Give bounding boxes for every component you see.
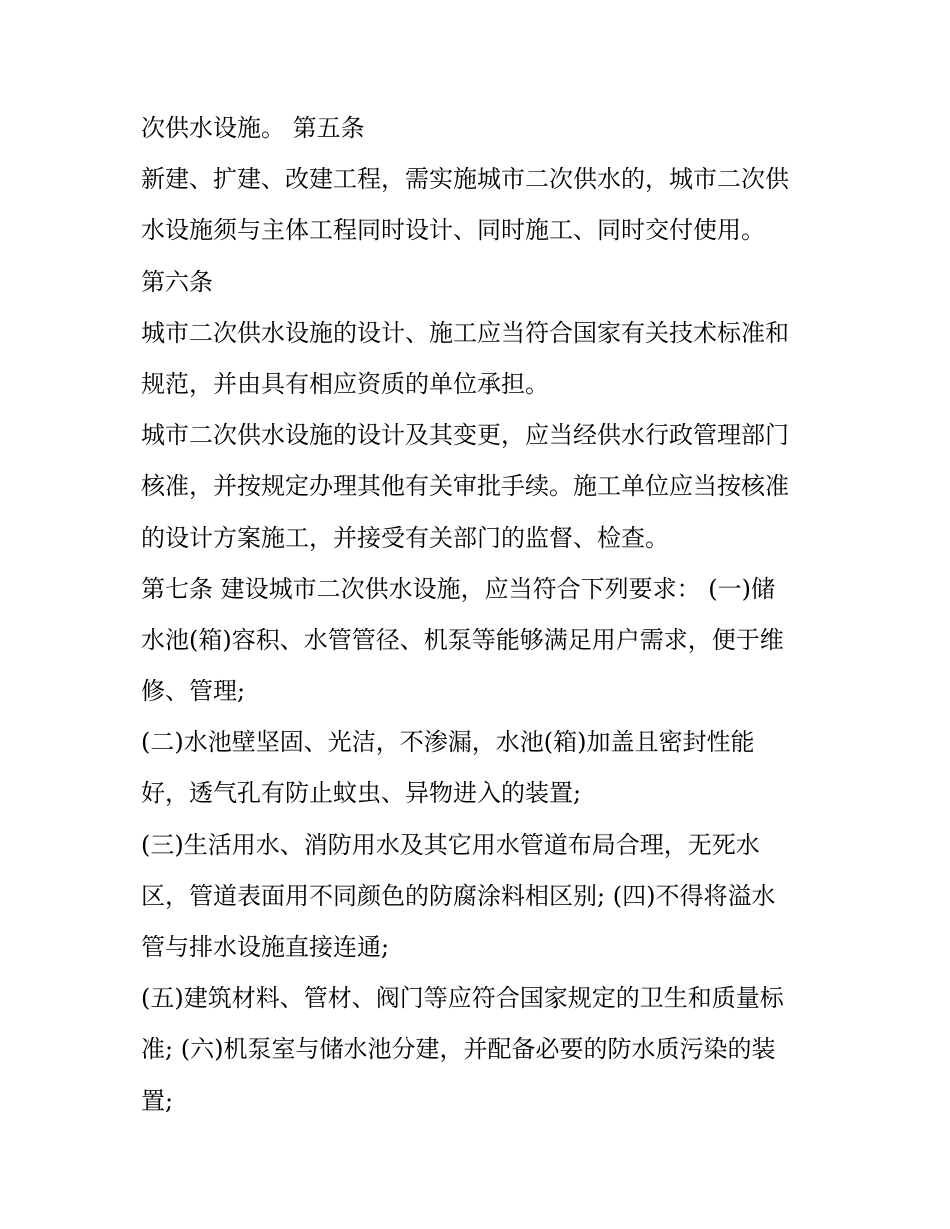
text-line: (五)建筑材料、管材、阀门等应符合国家规定的卫生和质量标 [141,984,784,1013]
text-line: 好，透气孔有防止蚊虫、异物进入的装置; [141,779,582,808]
text-line: 次供水设施。 第五条 [141,114,365,142]
text-line: 新建、扩建、改建工程，需实施城市二次供水的，城市二次供 [141,165,789,194]
text-line: (二)水池壁坚固、光洁，不渗漏，水池(箱)加盖且密封性能 [141,728,755,757]
text-line: 第七条 建设城市二次供水设施，应当符合下列要求： (一)储 [141,574,775,603]
text-line: 的设计方案施工，并接受有关部门的监督、检查。 [141,523,669,552]
text-line: 水池(箱)容积、水管管径、机泵等能够满足用户需求，便于维 [141,625,784,654]
text-line: 区，管道表面用不同颜色的防腐涂料相区别; (四)不得将溢水 [141,881,776,910]
text-line: (三)生活用水、消防用水及其它用水管道布局合理，无死水 [141,830,760,859]
text-line: 规范，并由具有相应资质的单位承担。 [141,369,549,398]
text-line: 核准，并按规定办理其他有关审批手续。施工单位应当按核准 [141,472,789,501]
document-body [141,103,841,1127]
text-line: 修、管理; [141,677,246,706]
text-line: 置; [141,1086,174,1115]
text-line: 第六条 [141,267,213,296]
text-line: 城市二次供水设施的设计及其变更，应当经供水行政管理部门 [141,421,789,450]
text-line: 水设施须与主体工程同时设计、同时施工、同时交付使用。 [141,216,765,245]
text-line: 管与排水设施直接连通; [141,933,390,961]
text-line: 准; (六)机泵室与储水池分建，并配备必要的防水质污染的装 [141,1035,776,1064]
text-line: 城市二次供水设施的设计、施工应当符合国家有关技术标准和 [141,318,789,347]
